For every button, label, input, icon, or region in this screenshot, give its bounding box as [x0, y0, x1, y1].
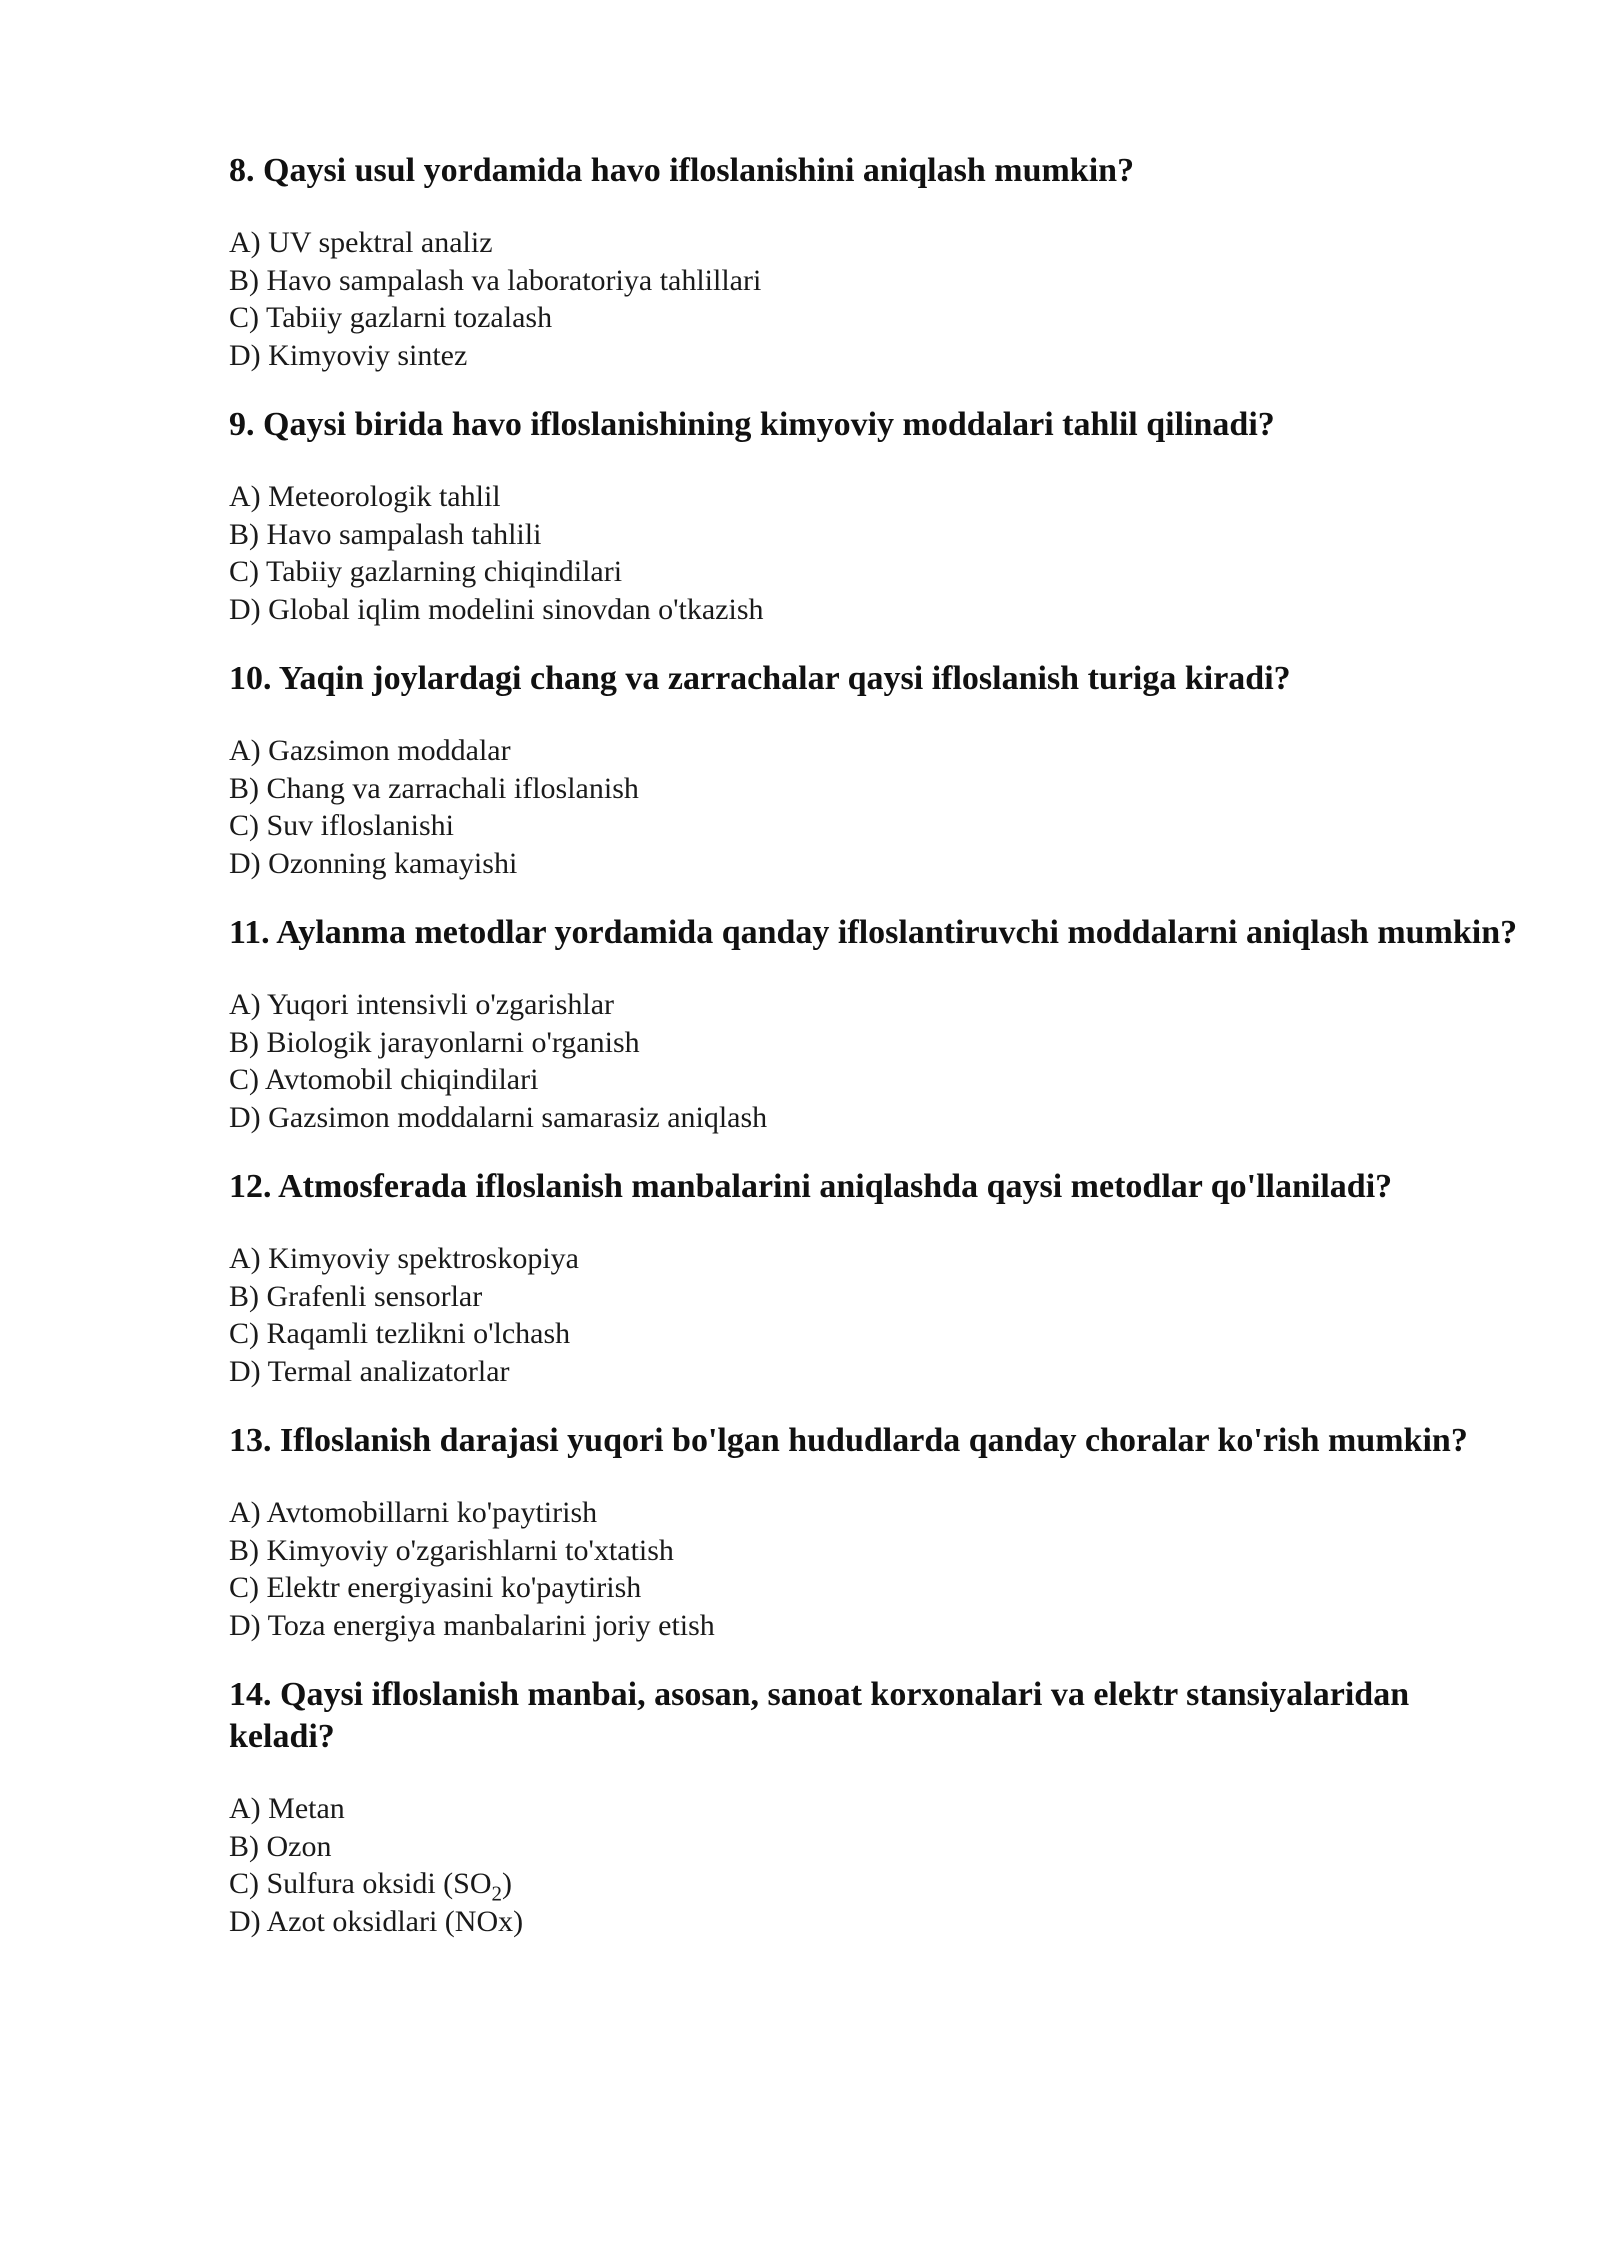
- question-title: 11. Aylanma metodlar yordamida qanday ifloslantiruvchi moddalarni aniqlash mumkin?: [229, 914, 1518, 951]
- option-d: D) Toza energiya manbalarini joriy etish: [229, 1608, 715, 1642]
- option-c: C) Suv ifloslanishi: [229, 809, 455, 842]
- question-title: 13. Ifloslanish darajasi yuqori bo'lgan hududlarda qanday choralar ko'rish mumkin?: [229, 1422, 1468, 1459]
- option-a: A) Yuqori intensivli o'zgarishlar: [229, 988, 615, 1021]
- question-title: 8. Qaysi usul yordamida havo ifloslanishini aniqlash mumkin?: [229, 152, 1135, 189]
- option-c: [229, 1865, 1519, 1906]
- option-b: B) Chang va zarrachali ifloslanish: [229, 771, 639, 805]
- options-list: [229, 1240, 1519, 1390]
- options-list: [229, 986, 1519, 1136]
- option-a: A) Gazsimon moddalar: [229, 734, 511, 767]
- option-c-text: C) Sulfura oksidi (SO: [229, 1867, 492, 1900]
- option-c: C) Avtomobil chiqindilari: [229, 1063, 539, 1096]
- question-14: [229, 1674, 1519, 1940]
- question-13: [229, 1420, 1519, 1644]
- option-d: D) Global iqlim modelini sinovdan o'tkazish: [229, 592, 764, 626]
- option-b: B) Havo sampalash tahlili: [229, 517, 542, 551]
- option-a: A) Meteorologik tahlil: [229, 480, 501, 513]
- option-d: D) Azot oksidlari (NOx): [229, 1904, 524, 1938]
- options-list: [229, 1790, 1519, 1940]
- options-list: [229, 224, 1519, 374]
- option-c: C) Raqamli tezlikni o'lchash: [229, 1317, 571, 1350]
- option-d: D) Gazsimon moddalarni samarasiz aniqlash: [229, 1100, 768, 1134]
- option-a: A) UV spektral analiz: [229, 226, 493, 259]
- question-8: [229, 150, 1519, 374]
- option-c-suffix: ): [502, 1867, 512, 1900]
- option-c: C) Tabiiy gazlarni tozalash: [229, 301, 553, 334]
- option-b: B) Grafenli sensorlar: [229, 1279, 483, 1313]
- option-a: A) Kimyoviy spektroskopiya: [229, 1242, 579, 1275]
- option-d: D) Kimyoviy sintez: [229, 338, 468, 372]
- option-a: A) Metan: [229, 1792, 345, 1825]
- subscript-2: 2: [491, 1881, 502, 1906]
- option-a: A) Avtomobillarni ko'paytirish: [229, 1496, 598, 1529]
- question-11: [229, 912, 1519, 1136]
- document-page: [229, 150, 1519, 1970]
- question-12: [229, 1166, 1519, 1390]
- option-d: D) Ozonning kamayishi: [229, 846, 518, 880]
- option-c: C) Tabiiy gazlarning chiqindilari: [229, 555, 623, 588]
- option-b: B) Biologik jarayonlarni o'rganish: [229, 1025, 640, 1059]
- options-list: [229, 478, 1519, 628]
- option-c: C) Elektr energiyasini ko'paytirish: [229, 1571, 642, 1604]
- option-b: B) Havo sampalash va laboratoriya tahlillari: [229, 263, 762, 297]
- options-list: [229, 732, 1519, 882]
- question-title: 10. Yaqin joylardagi chang va zarrachalar qaysi ifloslanish turiga kiradi?: [229, 660, 1291, 697]
- question-title: 12. Atmosferada ifloslanish manbalarini aniqlashda qaysi metodlar qo'llaniladi?: [229, 1168, 1393, 1205]
- question-10: [229, 658, 1519, 882]
- option-d: D) Termal analizatorlar: [229, 1354, 510, 1388]
- option-b: B) Ozon: [229, 1829, 332, 1863]
- option-b: B) Kimyoviy o'zgarishlarni to'xtatish: [229, 1533, 674, 1567]
- options-list: [229, 1494, 1519, 1644]
- question-9: [229, 404, 1519, 628]
- question-title: 14. Qaysi ifloslanish manbai, asosan, sanoat korxonalari va elektr stansiyalaridan keladi?: [229, 1676, 1410, 1755]
- question-title: 9. Qaysi birida havo ifloslanishining kimyoviy moddalari tahlil qilinadi?: [229, 406, 1275, 443]
